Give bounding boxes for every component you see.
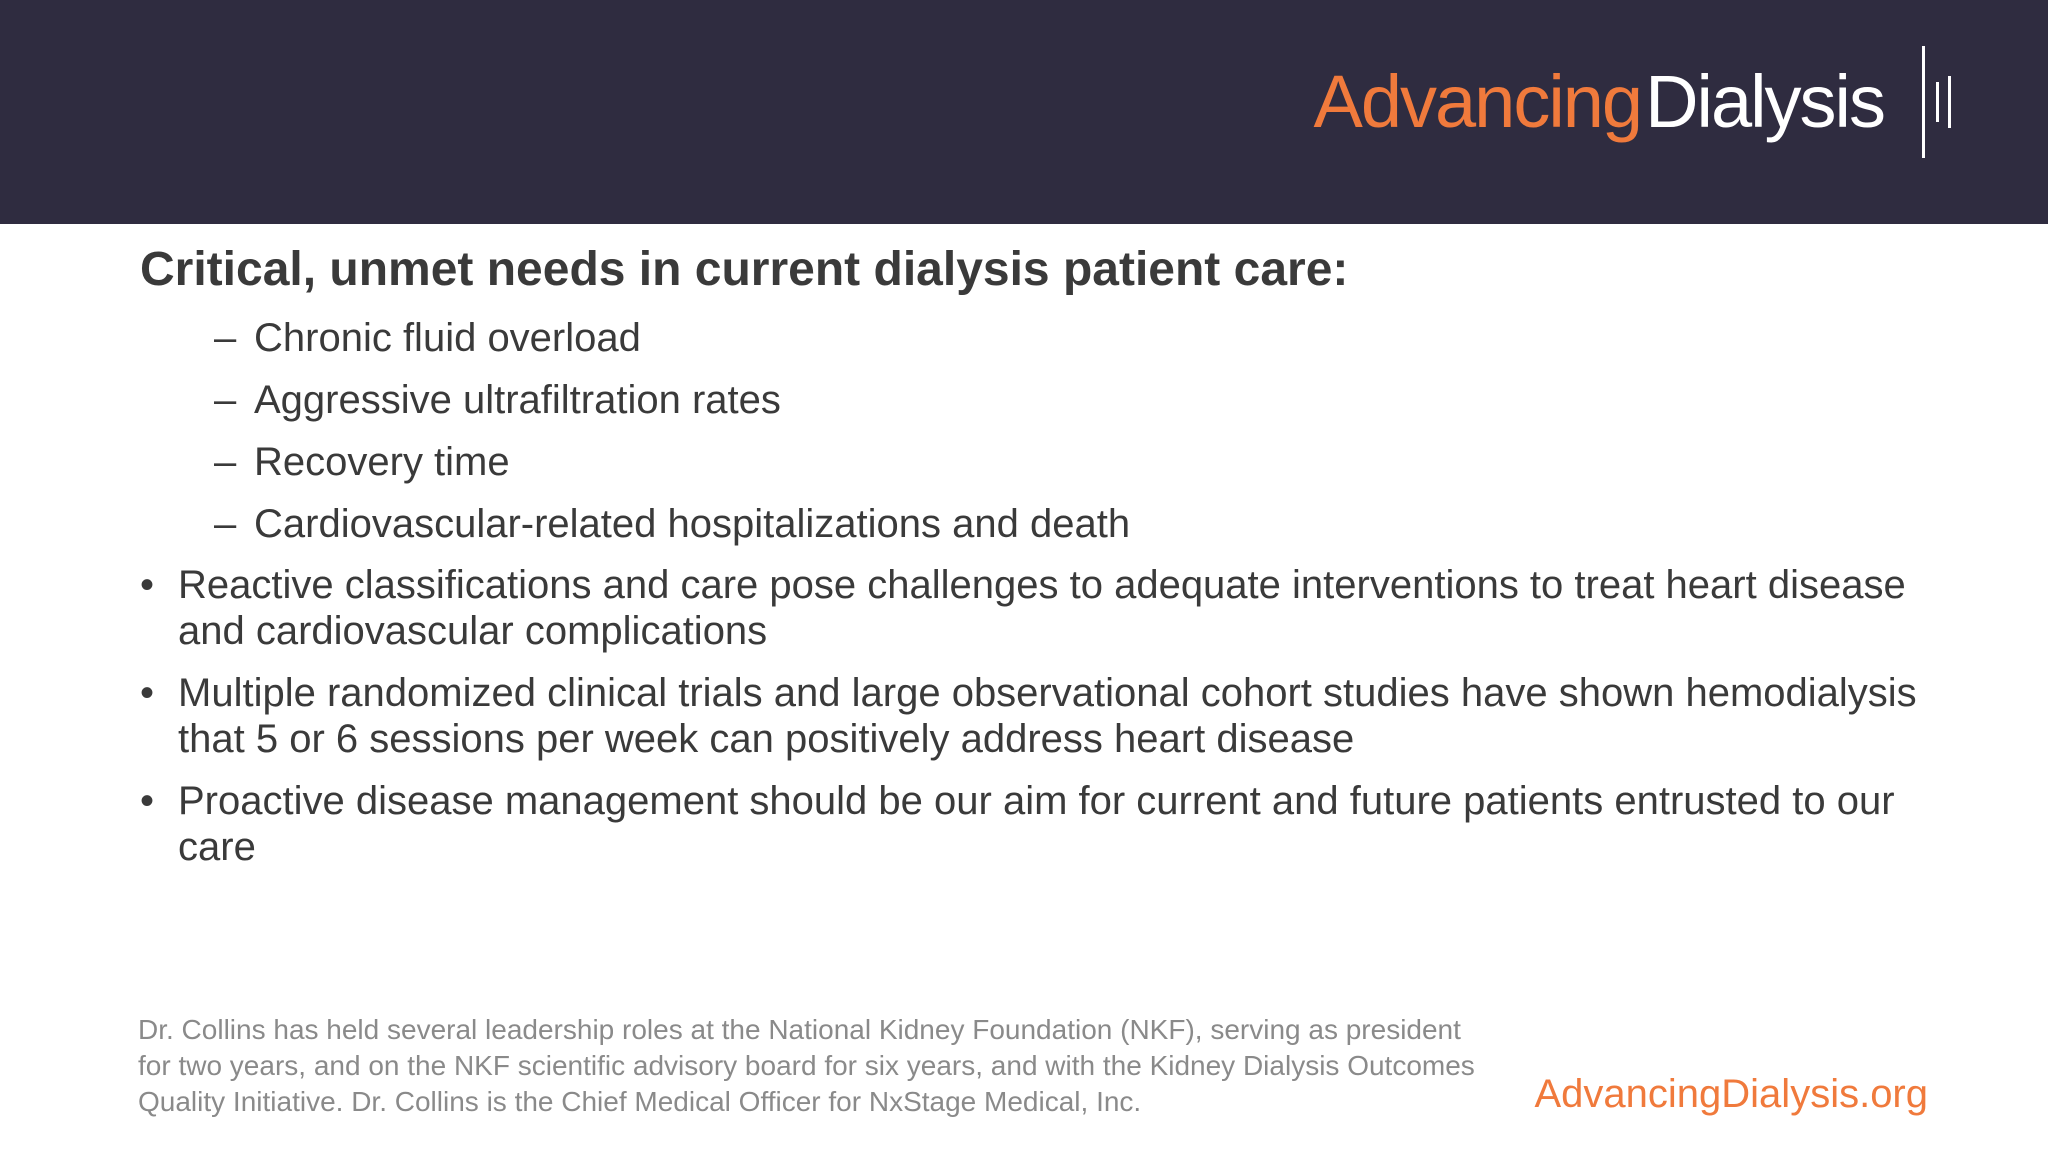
- bullet-text: Proactive disease management should be our aim for current and future patients entrusted to our care: [178, 779, 1895, 869]
- bullet-item: [140, 778, 1970, 870]
- logo-text: [1313, 60, 1885, 143]
- advancing-dialysis-logo: [1314, 42, 1959, 162]
- bullet-item: [140, 670, 1970, 762]
- sub-item-text: Recovery time: [254, 440, 510, 484]
- dash-glyph: –: [214, 502, 237, 546]
- dash-glyph: –: [214, 440, 237, 484]
- website-link[interactable]: AdvancingDialysis.org: [1534, 1072, 1928, 1116]
- slide-heading: Critical, unmet needs in current dialysis patient care:: [140, 243, 1349, 296]
- sub-item-text: Aggressive ultrafiltration rates: [254, 378, 781, 422]
- bullet-glyph: •: [140, 671, 155, 715]
- sub-item: [140, 376, 1970, 424]
- bullet-text: Multiple randomized clinical trials and large observational cohort studies have shown hemodialysis that 5 or 6 sessions per week can positively address heart disease: [178, 671, 1917, 761]
- bullet-glyph: •: [140, 563, 155, 607]
- dash-glyph: –: [214, 316, 237, 360]
- sub-item-text: Chronic fluid overload: [254, 316, 641, 360]
- bullet-item: [140, 562, 1970, 654]
- slide-content: [140, 240, 1970, 886]
- sub-item: [140, 438, 1970, 486]
- header-bar: [0, 0, 2048, 224]
- bullet-glyph: •: [140, 779, 155, 823]
- sub-item: [140, 500, 1970, 548]
- logo-dialysis: Dialysis: [1645, 60, 1884, 143]
- logo-advancing: Advancing: [1313, 60, 1642, 143]
- sub-item-text: Cardiovascular-related hospitalizations and death: [254, 502, 1131, 546]
- bullet-text: Reactive classifications and care pose challenges to adequate interventions to treat heart disease and cardiovascular complications: [178, 563, 1906, 653]
- sub-item: [140, 314, 1970, 362]
- logo-bars-icon: [1918, 42, 1958, 162]
- dash-glyph: –: [214, 378, 237, 422]
- footnote: Dr. Collins has held several leadership roles at the National Kidney Foundation (NKF), serving as president for two years, and on the NKF scientific advisory board for six years, and with the Kidney Dialysis Outcomes Quality Initiative. Dr. Collins is the Chief Medical Officer for NxStage Medical, Inc.: [138, 1014, 1475, 1117]
